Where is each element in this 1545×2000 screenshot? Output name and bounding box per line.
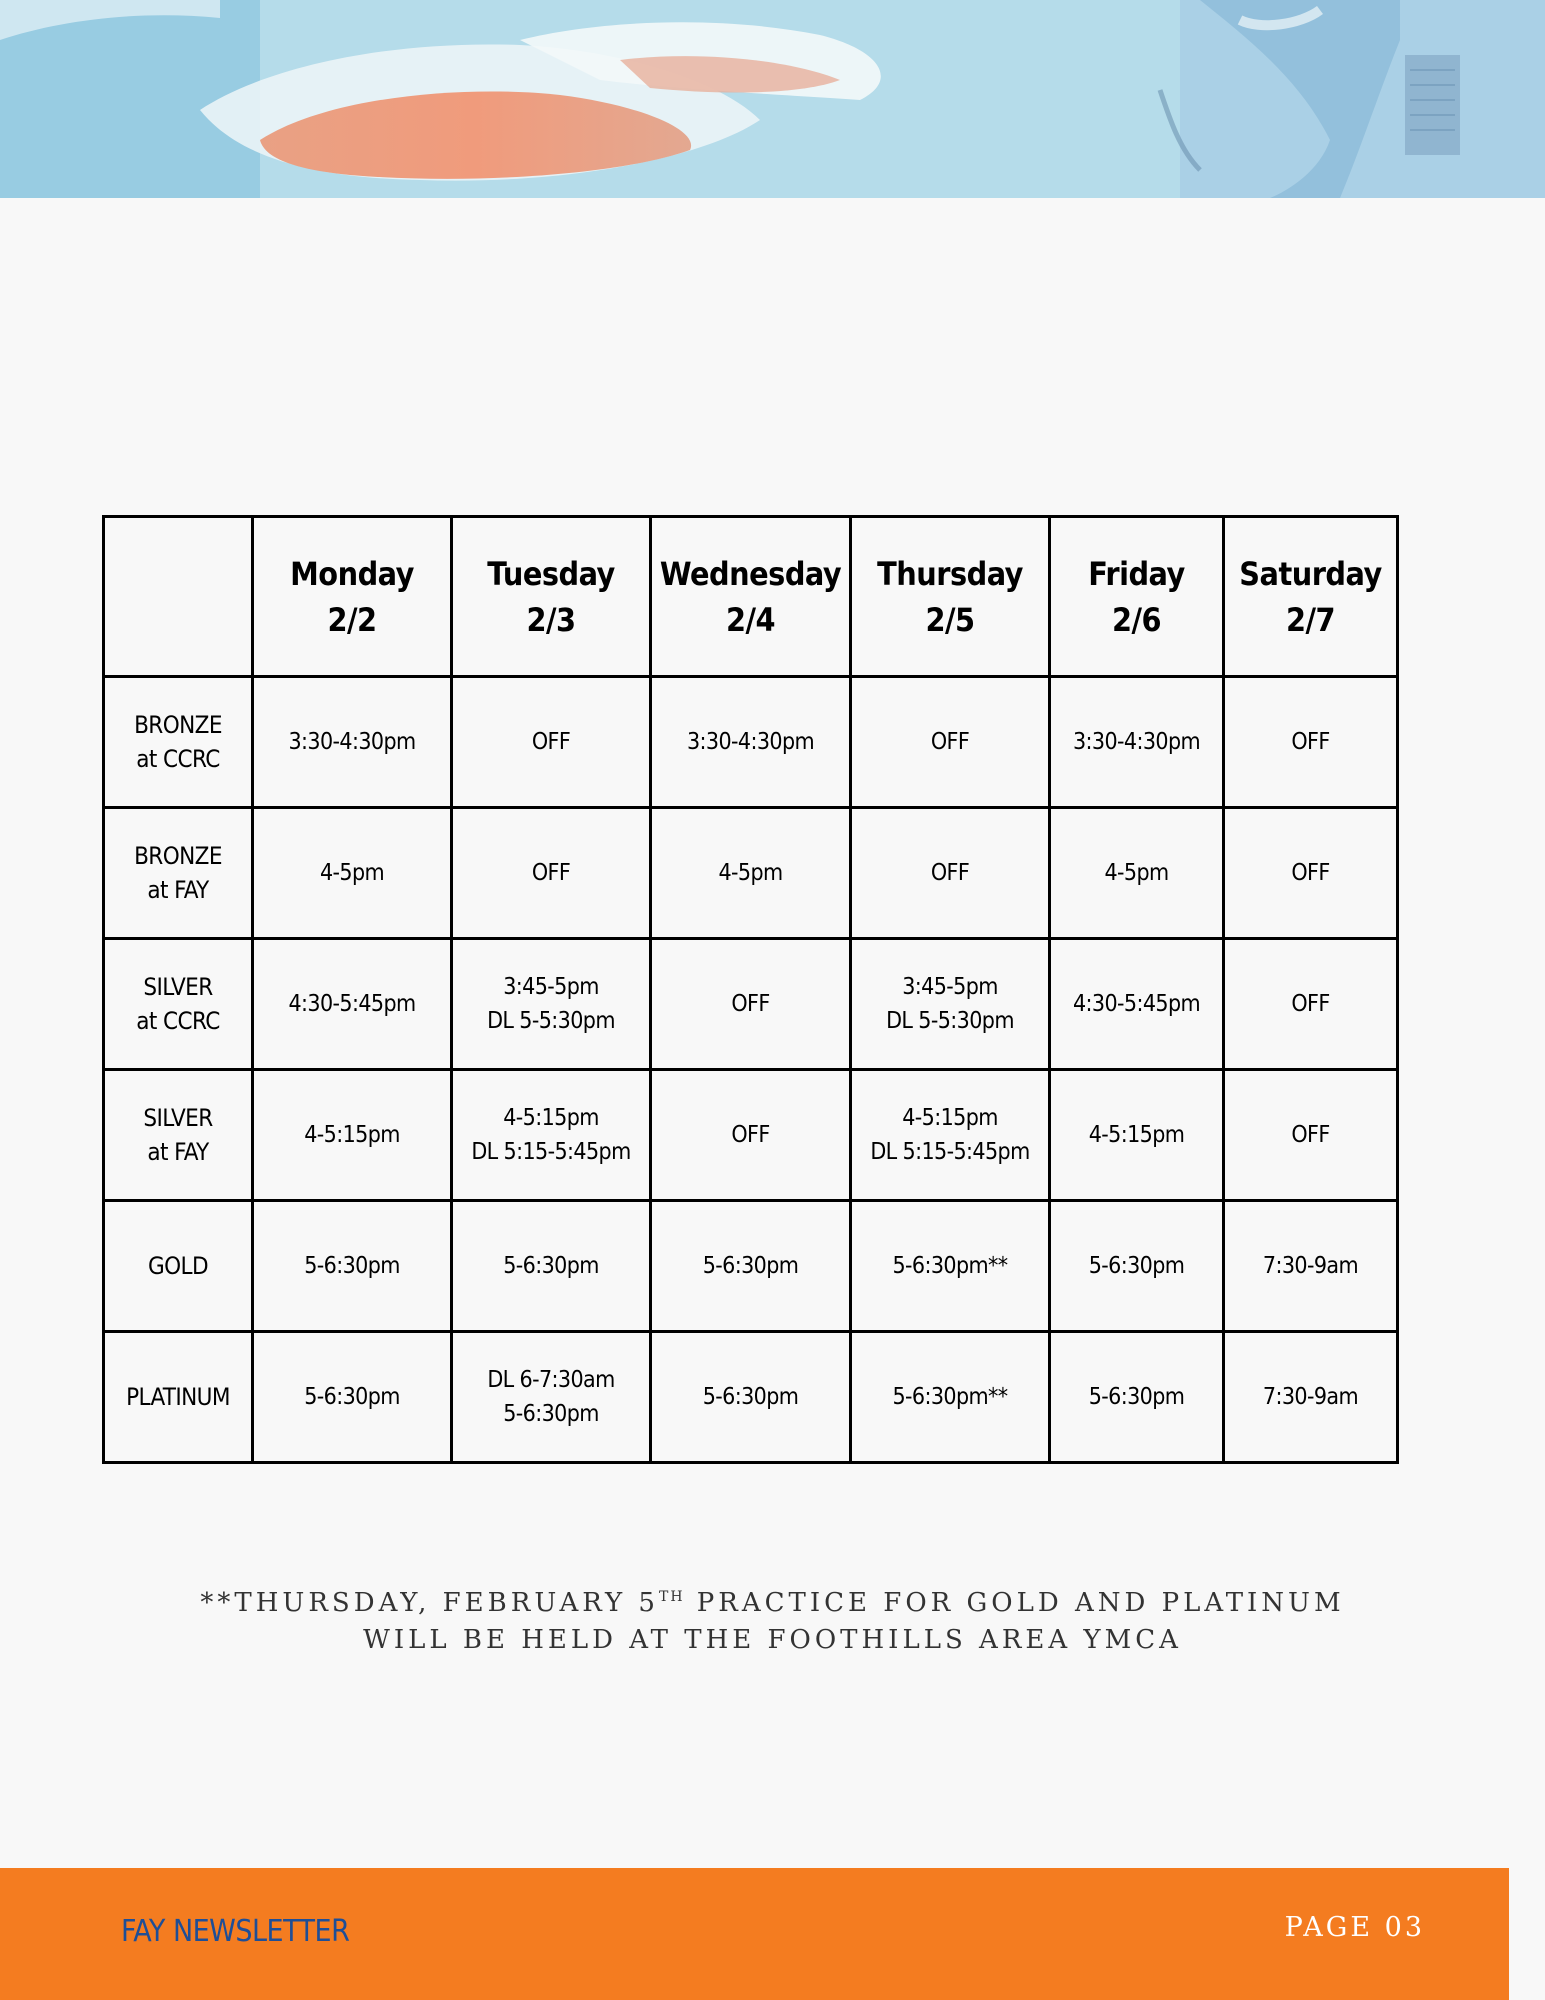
cell-line: OFF xyxy=(1291,991,1330,1017)
schedule-cell xyxy=(851,939,1050,1070)
cell-line: 4:30-5:45pm xyxy=(288,991,416,1017)
day-date: 2/6 xyxy=(1111,600,1162,639)
day-date: 2/7 xyxy=(1285,600,1336,639)
day-date: 2/5 xyxy=(925,600,975,639)
cell-line: 5-6:30pm xyxy=(304,1253,400,1279)
column-header-tuesday xyxy=(452,517,651,677)
cell-line: 5-6:30pm xyxy=(304,1384,400,1410)
schedule-cell xyxy=(452,677,651,808)
cell-line: 3:30-4:30pm xyxy=(1072,729,1201,755)
table-row-silver-fay xyxy=(104,1070,1398,1201)
row-label xyxy=(104,939,253,1070)
schedule-cell xyxy=(1224,1070,1398,1201)
note-line-1 xyxy=(0,1585,1545,1622)
cell-line: 3:45-5pm xyxy=(503,974,599,1000)
schedule-cell xyxy=(452,1332,651,1463)
group-location: at CCRC xyxy=(136,1007,220,1035)
column-header-thursday xyxy=(851,517,1050,677)
table-row-bronze-fay xyxy=(104,808,1398,939)
cell-line: 4-5pm xyxy=(1104,860,1169,886)
cell-line: 4-5:15pm xyxy=(503,1105,599,1131)
cell-line: 3:45-5pm xyxy=(902,974,998,1000)
group-name: PLATINUM xyxy=(126,1383,230,1411)
schedule-cell xyxy=(1050,677,1224,808)
day-name: Thursday xyxy=(877,554,1023,593)
group-name: BRONZE xyxy=(134,711,222,739)
schedule-cell xyxy=(651,1070,851,1201)
schedule-cell xyxy=(651,939,851,1070)
group-name: SILVER xyxy=(143,973,213,1001)
cell-line: DL 5-5:30pm xyxy=(487,1008,615,1034)
schedule-cell xyxy=(1050,1070,1224,1201)
group-name: BRONZE xyxy=(134,842,222,870)
row-label xyxy=(104,1201,253,1332)
schedule-cell xyxy=(851,1332,1050,1463)
cell-line: 5-6:30pm xyxy=(503,1401,599,1427)
ordinal-suffix: TH xyxy=(658,1589,685,1605)
schedule-cell xyxy=(651,1332,851,1463)
cell-line: DL 5-5:30pm xyxy=(886,1008,1014,1034)
cell-line: 3:30-4:30pm xyxy=(686,729,815,755)
cell-line: 4-5:15pm xyxy=(1088,1122,1185,1148)
day-name: Saturday xyxy=(1239,554,1382,593)
cell-line: 4-5pm xyxy=(718,860,783,886)
cell-line: 5-6:30pm** xyxy=(892,1384,1008,1410)
day-date: 2/4 xyxy=(725,600,776,639)
cell-line: OFF xyxy=(531,860,571,886)
note-line-2: WILL BE HELD AT THE FOOTHILLS AREA YMCA xyxy=(363,1625,1182,1655)
column-header-wednesday xyxy=(651,517,851,677)
table-header-row xyxy=(104,517,1398,677)
cell-line: 4-5:15pm xyxy=(902,1105,998,1131)
cell-line: 5-6:30pm xyxy=(702,1384,799,1410)
day-name: Wednesday xyxy=(659,554,842,593)
cell-line: 4-5:15pm xyxy=(304,1122,400,1148)
cell-line: OFF xyxy=(930,860,970,886)
schedule-cell xyxy=(1050,808,1224,939)
cell-line: DL 6-7:30am xyxy=(487,1367,615,1393)
practice-schedule-table xyxy=(102,515,1399,1464)
cell-line: 4-5pm xyxy=(319,860,385,886)
group-location: at FAY xyxy=(147,876,209,904)
cell-line: OFF xyxy=(731,991,770,1017)
schedule-cell xyxy=(651,1201,851,1332)
table-row-gold xyxy=(104,1201,1398,1332)
schedule-cell xyxy=(452,1201,651,1332)
cell-line: 7:30-9am xyxy=(1262,1253,1359,1279)
schedule-cell xyxy=(452,808,651,939)
note-text: **THURSDAY, FEBRUARY 5 xyxy=(200,1588,659,1618)
day-name: Monday xyxy=(290,554,414,593)
schedule-cell xyxy=(253,1332,452,1463)
table-row-silver-ccrc xyxy=(104,939,1398,1070)
cell-line: DL 5:15-5:45pm xyxy=(471,1139,631,1165)
row-label xyxy=(104,808,253,939)
table-row-platinum xyxy=(104,1332,1398,1463)
column-header-friday xyxy=(1050,517,1224,677)
cell-line: 5-6:30pm xyxy=(1088,1253,1185,1279)
cell-line: OFF xyxy=(1291,729,1330,755)
day-date: 2/2 xyxy=(327,600,377,639)
column-header-monday xyxy=(253,517,452,677)
table-row-bronze-ccrc xyxy=(104,677,1398,808)
schedule-cell xyxy=(851,1070,1050,1201)
cell-line: OFF xyxy=(1291,860,1330,886)
schedule-cell xyxy=(851,677,1050,808)
schedule-cell xyxy=(1224,808,1398,939)
cell-line: 3:30-4:30pm xyxy=(288,729,416,755)
cell-line: 7:30-9am xyxy=(1262,1384,1359,1410)
row-label xyxy=(104,1070,253,1201)
cell-line: OFF xyxy=(731,1122,770,1148)
schedule-cell xyxy=(253,808,452,939)
column-header-saturday xyxy=(1224,517,1398,677)
schedule-cell xyxy=(651,677,851,808)
schedule-cell xyxy=(253,1070,452,1201)
schedule-cell xyxy=(452,1070,651,1201)
cell-line: 5-6:30pm** xyxy=(892,1253,1008,1279)
cell-line: 5-6:30pm xyxy=(1088,1384,1185,1410)
group-location: at FAY xyxy=(147,1138,209,1166)
group-name: SILVER xyxy=(143,1104,213,1132)
practice-location-note xyxy=(0,1585,1545,1659)
group-location: at CCRC xyxy=(136,745,220,773)
schedule-cell xyxy=(253,677,452,808)
page-number: PAGE 03 xyxy=(1284,1912,1425,1943)
schedule-cell xyxy=(1224,1201,1398,1332)
header-swimmer-photo xyxy=(0,0,1545,198)
schedule-cell xyxy=(1224,939,1398,1070)
schedule-cell xyxy=(851,1201,1050,1332)
note-text: PRACTICE FOR GOLD AND PLATINUM xyxy=(684,1588,1345,1618)
schedule-cell xyxy=(452,939,651,1070)
row-label xyxy=(104,1332,253,1463)
schedule-cell xyxy=(1224,677,1398,808)
footer-bar xyxy=(0,1868,1509,2000)
cell-line: OFF xyxy=(930,729,970,755)
schedule-cell xyxy=(851,808,1050,939)
schedule-cell xyxy=(253,1201,452,1332)
schedule-cell xyxy=(1050,1332,1224,1463)
schedule-cell xyxy=(1050,939,1224,1070)
cell-line: OFF xyxy=(531,729,571,755)
group-name: GOLD xyxy=(148,1252,208,1280)
newsletter-title: FAY NEWSLETTER xyxy=(121,1914,350,1949)
row-label xyxy=(104,677,253,808)
day-name: Friday xyxy=(1088,554,1185,593)
schedule-cell xyxy=(1050,1201,1224,1332)
cell-line: 5-6:30pm xyxy=(503,1253,599,1279)
cell-line: DL 5:15-5:45pm xyxy=(870,1139,1030,1165)
corner-cell xyxy=(104,517,253,677)
day-name: Tuesday xyxy=(487,554,615,593)
day-date: 2/3 xyxy=(526,600,576,639)
schedule-cell xyxy=(253,939,452,1070)
cell-line: 5-6:30pm xyxy=(702,1253,799,1279)
cell-line: 4:30-5:45pm xyxy=(1072,991,1201,1017)
cell-line: OFF xyxy=(1291,1122,1330,1148)
schedule-cell xyxy=(1224,1332,1398,1463)
schedule-cell xyxy=(651,808,851,939)
